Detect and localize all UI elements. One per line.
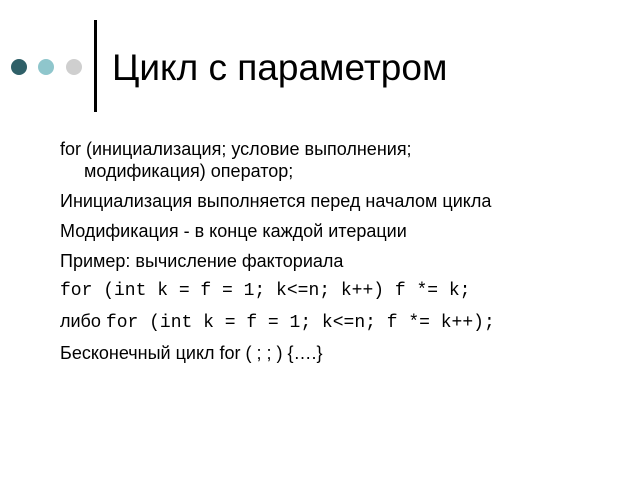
- dot-gray-icon: [66, 59, 82, 75]
- for-syntax-line2: модификация) оператор;: [84, 161, 294, 181]
- paragraph-infinite-loop: Бесконечный цикл for ( ; ; ) {….}: [60, 343, 323, 363]
- paragraph-for-syntax: [60, 138, 620, 182]
- paragraph-alternative: [60, 310, 620, 334]
- dot-teal-icon: [38, 59, 54, 75]
- code-factorial-2: for (int k = f = 1; k<=n; f *= k++);: [105, 313, 495, 333]
- dot-dark-icon: [11, 59, 27, 75]
- slide-body: [60, 138, 620, 372]
- slide-title: Цикл с параметром: [112, 47, 448, 88]
- decorative-dots: [11, 59, 86, 75]
- title-divider-line: [94, 20, 97, 112]
- for-syntax-line1: for (инициализация; условие выполнения;: [60, 139, 412, 159]
- paragraph-initialization: Инициализация выполняется перед началом цикла: [60, 191, 492, 211]
- paragraph-modification: Модификация - в конце каждой итерации: [60, 221, 407, 241]
- paragraph-example: Пример: вычисление факториала: [60, 251, 344, 271]
- code-factorial-1: for (int k = f = 1; k<=n; k++) f *= k;: [60, 281, 471, 301]
- alternative-prefix: либо: [60, 311, 106, 331]
